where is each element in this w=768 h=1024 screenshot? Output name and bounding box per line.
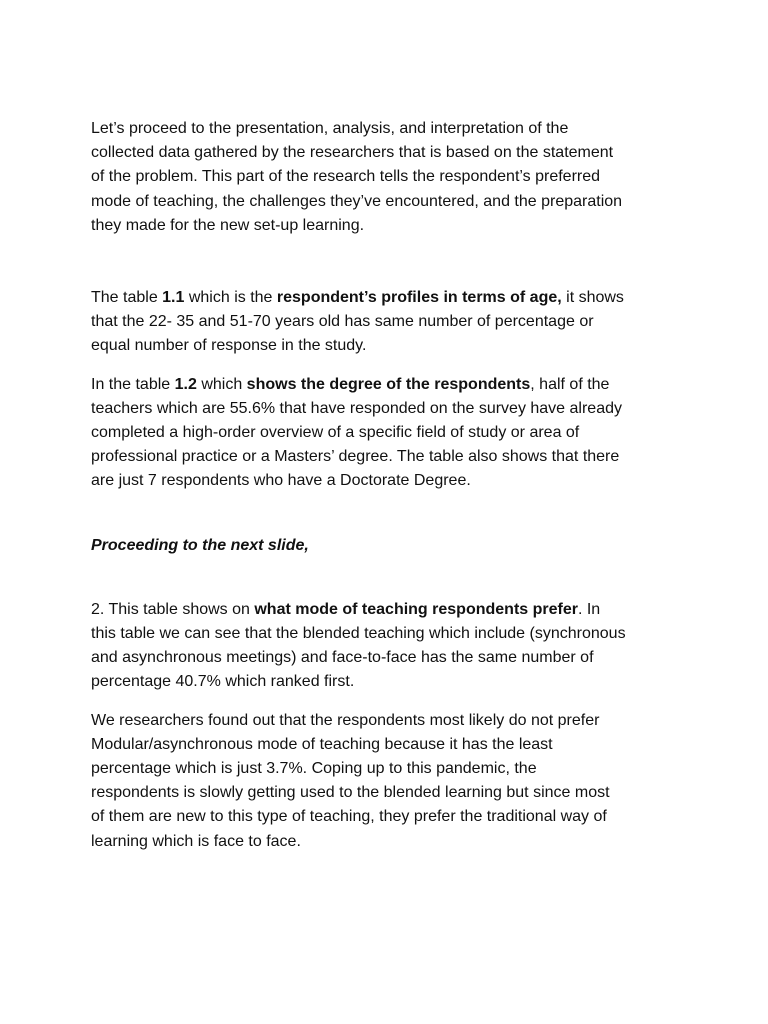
bold-phrase: respondent’s profiles in terms of age, [276,289,562,307]
table-ref: 1.2 [174,375,197,393]
section-heading: Proceeding to the next slide, [91,536,309,554]
text-run: In the table [91,375,175,393]
paragraph-findings [91,709,691,854]
text-line [91,598,691,622]
text-line: learning which is face to face. [91,832,301,850]
text-line: professional practice or a Masters’ degree. The table also shows that there [91,448,620,466]
text-line: We researchers found out that the respondents most likely do not prefer [91,711,600,729]
text-line: equal number of response in the study. [91,337,367,355]
bold-phrase: what mode of teaching respondents prefer [254,600,578,618]
text-line: collected data gathered by the researchers that is based on the statement [91,144,614,162]
text-run: which is the [184,289,277,307]
table-ref: 1.1 [162,289,185,307]
paragraph-table-1-2 [91,373,691,494]
text-run: 2. This table shows on [91,600,255,618]
document-page [91,117,691,854]
text-line: percentage 40.7% which ranked first. [91,673,355,691]
text-line: mode of teaching, the challenges they’ve encountered, and the preparation [91,192,623,210]
text-line: of the problem. This part of the research tells the respondent’s preferred [91,168,601,186]
text-line: are just 7 respondents who have a Doctorate Degree. [91,472,471,490]
text-line: Let’s proceed to the presentation, analysis, and interpretation of the [91,120,569,137]
paragraph-mode-of-teaching [91,598,691,695]
text-run: , half of the [530,375,610,393]
text-line: respondents is slowly getting used to the blended learning but since most [91,784,610,802]
text-run: The table [91,289,163,307]
text-line: Modular/asynchronous mode of teaching because it has the least [91,735,553,753]
bold-phrase: shows the degree of the respondents [246,375,531,393]
text-line: percentage which is just 3.7%. Coping up to this pandemic, the [91,760,537,778]
text-line: this table we can see that the blended teaching which include (synchronous [91,625,626,643]
paragraph-intro [91,117,691,238]
text-run: which [196,375,247,393]
text-line: and asynchronous meetings) and face-to-face has the same number of [91,649,594,667]
text-line: teachers which are 55.6% that have responded on the survey have already [91,399,622,417]
text-line [91,373,691,397]
text-line: that the 22- 35 and 51-70 years old has same number of percentage or [91,313,594,331]
text-line [91,286,691,310]
text-run: . In [577,600,601,618]
text-line: of them are new to this type of teaching, they prefer the traditional way of [91,808,607,826]
text-run: it shows [561,289,624,307]
paragraph-table-1-1 [91,286,691,359]
text-line: completed a high-order overview of a specific field of study or area of [91,424,580,442]
text-line: they made for the new set-up learning. [91,216,365,234]
